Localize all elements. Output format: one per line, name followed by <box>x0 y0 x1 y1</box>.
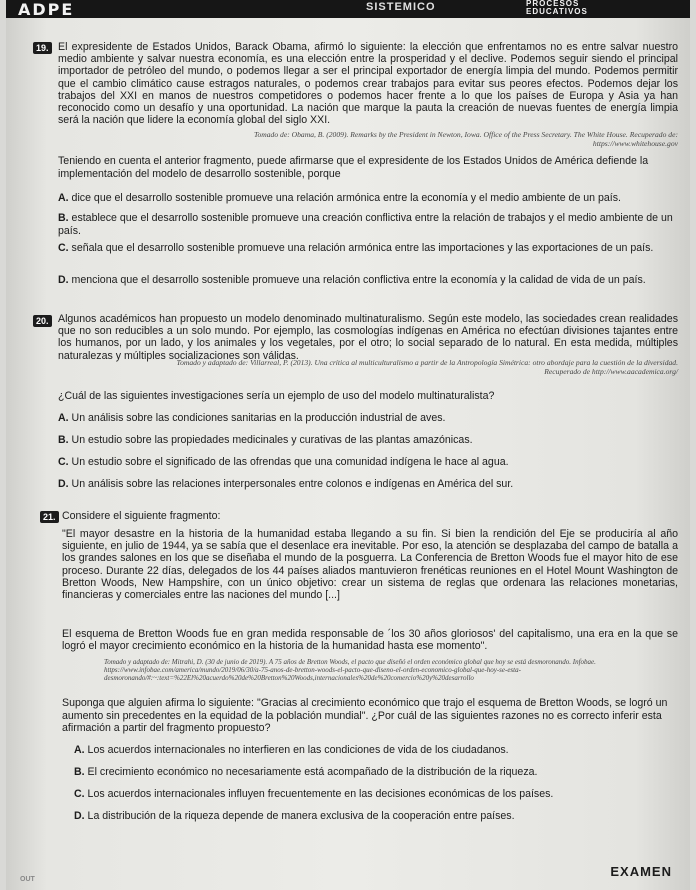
question-21-intro: Considere el siguiente fragmento: <box>62 510 221 522</box>
question-20-option-b[interactable]: B. Un estudio sobre las propiedades medicinales y curativas de las plantas amazónicas. <box>58 434 473 446</box>
question-21-stem: Suponga que alguien afirma lo siguiente: "Gracias al crecimiento económico que trajo el esquema de Bretton Woods, se logró un aumento sin precedentes en la equidad de la población mundial". ¿Por cuál de las siguientes razones no es correcto inferir esta afirmación a partir del fragmento propuesto? <box>62 697 668 734</box>
question-19-stem: Teniendo en cuenta el anterior fragmento, puede afirmarse que el expresidente de los Estados Unidos de América defiende la implementación del modelo de desarrollo sostenible, porque <box>58 155 649 180</box>
question-19-option-c[interactable]: C. señala que el desarrollo sostenible promueve una relación armónica entre las importaciones y las exportaciones de un país. <box>58 242 654 254</box>
question-21-number: 21. <box>40 511 59 523</box>
exam-page <box>6 0 690 890</box>
question-19-citation: Tomado de: Obama, B. (2009). Remarks by the President in Newton, Iowa. Office of the Press Secretary. The White House. Recuperado de: https://www.whitehouse.gov <box>253 130 678 148</box>
question-20-option-a[interactable]: A. Un análisis sobre las condiciones sanitarias en la producción industrial de aves. <box>58 412 446 424</box>
header-middle-text: SISTEMICO <box>366 1 436 13</box>
question-21-option-d[interactable]: D. La distribución de la riqueza depende de manera exclusiva de la cooperación entre países. <box>74 810 515 822</box>
question-21-passage: "El mayor desastre en la historia de la humanidad estaba llegando a su fin. Si bien la rendición del Eje se produciría al año siguiente, en julio de 1944, ya se sabía que el desenlace era inevitable. Por eso, la atención se desplazaba del campo de batalla a los grandes salones en los que se diseñaba el mundo de la posguerra. La Conferencia de Bretton Woods fue el mayor hito de ese proceso. Durante 22 días, delegados de los 44 países aliados mantuvieron frenéticas reuniones en el Hotel Mount Washington de Bretton Woods, New Hampshire, con un único objetivo: crear un sistema de reglas que ordenara las relaciones monetarias, financieras y comerciales entre las naciones del mundo [...] <box>62 528 678 602</box>
question-20-option-c[interactable]: C. Un estudio sobre el significado de las ofrendas que una comunidad indígena le hace al agua. <box>58 456 509 468</box>
question-20-number: 20. <box>33 315 52 327</box>
right-logo <box>526 0 626 18</box>
question-20-passage: Algunos académicos han propuesto un modelo denominado multinaturalismo. Según este modelo, las sociedades crean realidades que no son reducibles a un solo mundo. Por ejemplo, las cosmologías indígenas en América no efectúan divisiones tajantes entre los humanos, por un lado, y los animales y los vegetales, por el otro; lo social separado de lo natural. En esta medida, múltiples naturalezas y múltiples socializaciones son válidas. <box>58 313 678 362</box>
question-21-option-b[interactable]: B. El crecimiento económico no necesariamente está acompañado de la distribución de la riqueza. <box>74 766 538 778</box>
left-logo: ADPE <box>18 0 75 19</box>
question-19-passage: El expresidente de Estados Unidos, Barack Obama, afirmó lo siguiente: la elección que enfrentamos no es entre salvar nuestro medio ambiente y salvar nuestra economía, es una elección entre la prosperidad y el declive. Podemos seguir siendo el principal importador de petróleo del mundo, o podemos llegar a ser el principal exportador de energía limpia del mundo. Podemos permitir que el cambio climático cause estragos naturales, o podemos crear trabajos para evitar sus peores efectos. Podemos dejar los trabajos del XXI en manos de nuestros competidores o podemos hacer frente a lo que los países de Europa y Asia ya han reconocido como un desafío y una oportunidad. La nación que marque la pauta la creación de nuevas fuentes de energía limpia será la nación que lidere la economía global del siglo XXI. <box>58 41 678 127</box>
question-19-option-d[interactable]: D. menciona que el desarrollo sostenible promueve una relación conflictiva entre la economía y la calidad de vida de un país. <box>58 274 646 286</box>
question-19-option-b[interactable]: B. establece que el desarrollo sostenible promueve una creación conflictiva entre la relación de trabajos y el medio ambiente de un país. <box>58 212 673 237</box>
question-21-passage-conclusion: El esquema de Bretton Woods fue en gran medida responsable de ´los 30 años gloriosos' del capitalismo, una era en la que se logró el mayor crecimiento económico en la historia de la humanidad hasta ese momento". <box>62 628 678 653</box>
right-logo-line1: PROCESOS <box>526 0 580 8</box>
question-19-number: 19. <box>33 42 52 54</box>
header-bar <box>6 0 690 18</box>
exam-footer-label: EXAMEN <box>610 864 672 879</box>
question-21-citation: Tomado y adaptado de: Mitrahi, D. (30 de junio de 2019). A 75 años de Bretton Woods, el pacto que diseñó el orden económico global que hoy se está desmoronando. Infobae. https://www.infobae.com/america/mundo/2019/06/30/a-75-anos-de-bretton-woods-el-pacto-que-diseno-el-orden-economico-global-que-hoy-se-esta-desmoronando/#:~:text=%22El%20acuerdo%20de%20Bretton%20Woods,internacionales%20de%20comercio%20y%20desarrollo <box>104 658 596 683</box>
question-21-option-c[interactable]: C. Los acuerdos internacionales influyen frecuentemente en las decisiones económicas de los países. <box>74 788 554 800</box>
question-20-citation: Tomado y adaptado de: Villarreal, P. (2013). Una crítica al multiculturalismo a partir de la Antropología Simétrica: otro abordaje para la cuestión de la diversidad. Recuperado de http://www.aacademica.org/ <box>176 358 678 376</box>
right-logo-line2: EDUCATIVOS <box>526 7 588 16</box>
question-19-option-a[interactable]: A. dice que el desarrollo sostenible promueve una relación armónica entre la economía y el medio ambiente de un país. <box>58 192 621 204</box>
question-21-option-a[interactable]: A. Los acuerdos internacionales no interfieren en las condiciones de vida de los ciudadanos. <box>74 744 509 756</box>
question-20-option-d[interactable]: D. Un análisis sobre las relaciones interpersonales entre colonos e indígenas en América del sur. <box>58 478 514 490</box>
question-20-stem: ¿Cuál de las siguientes investigaciones sería un ejemplo de uso del modelo multinaturalista? <box>58 390 495 402</box>
corner-mark: OUT <box>20 876 35 883</box>
